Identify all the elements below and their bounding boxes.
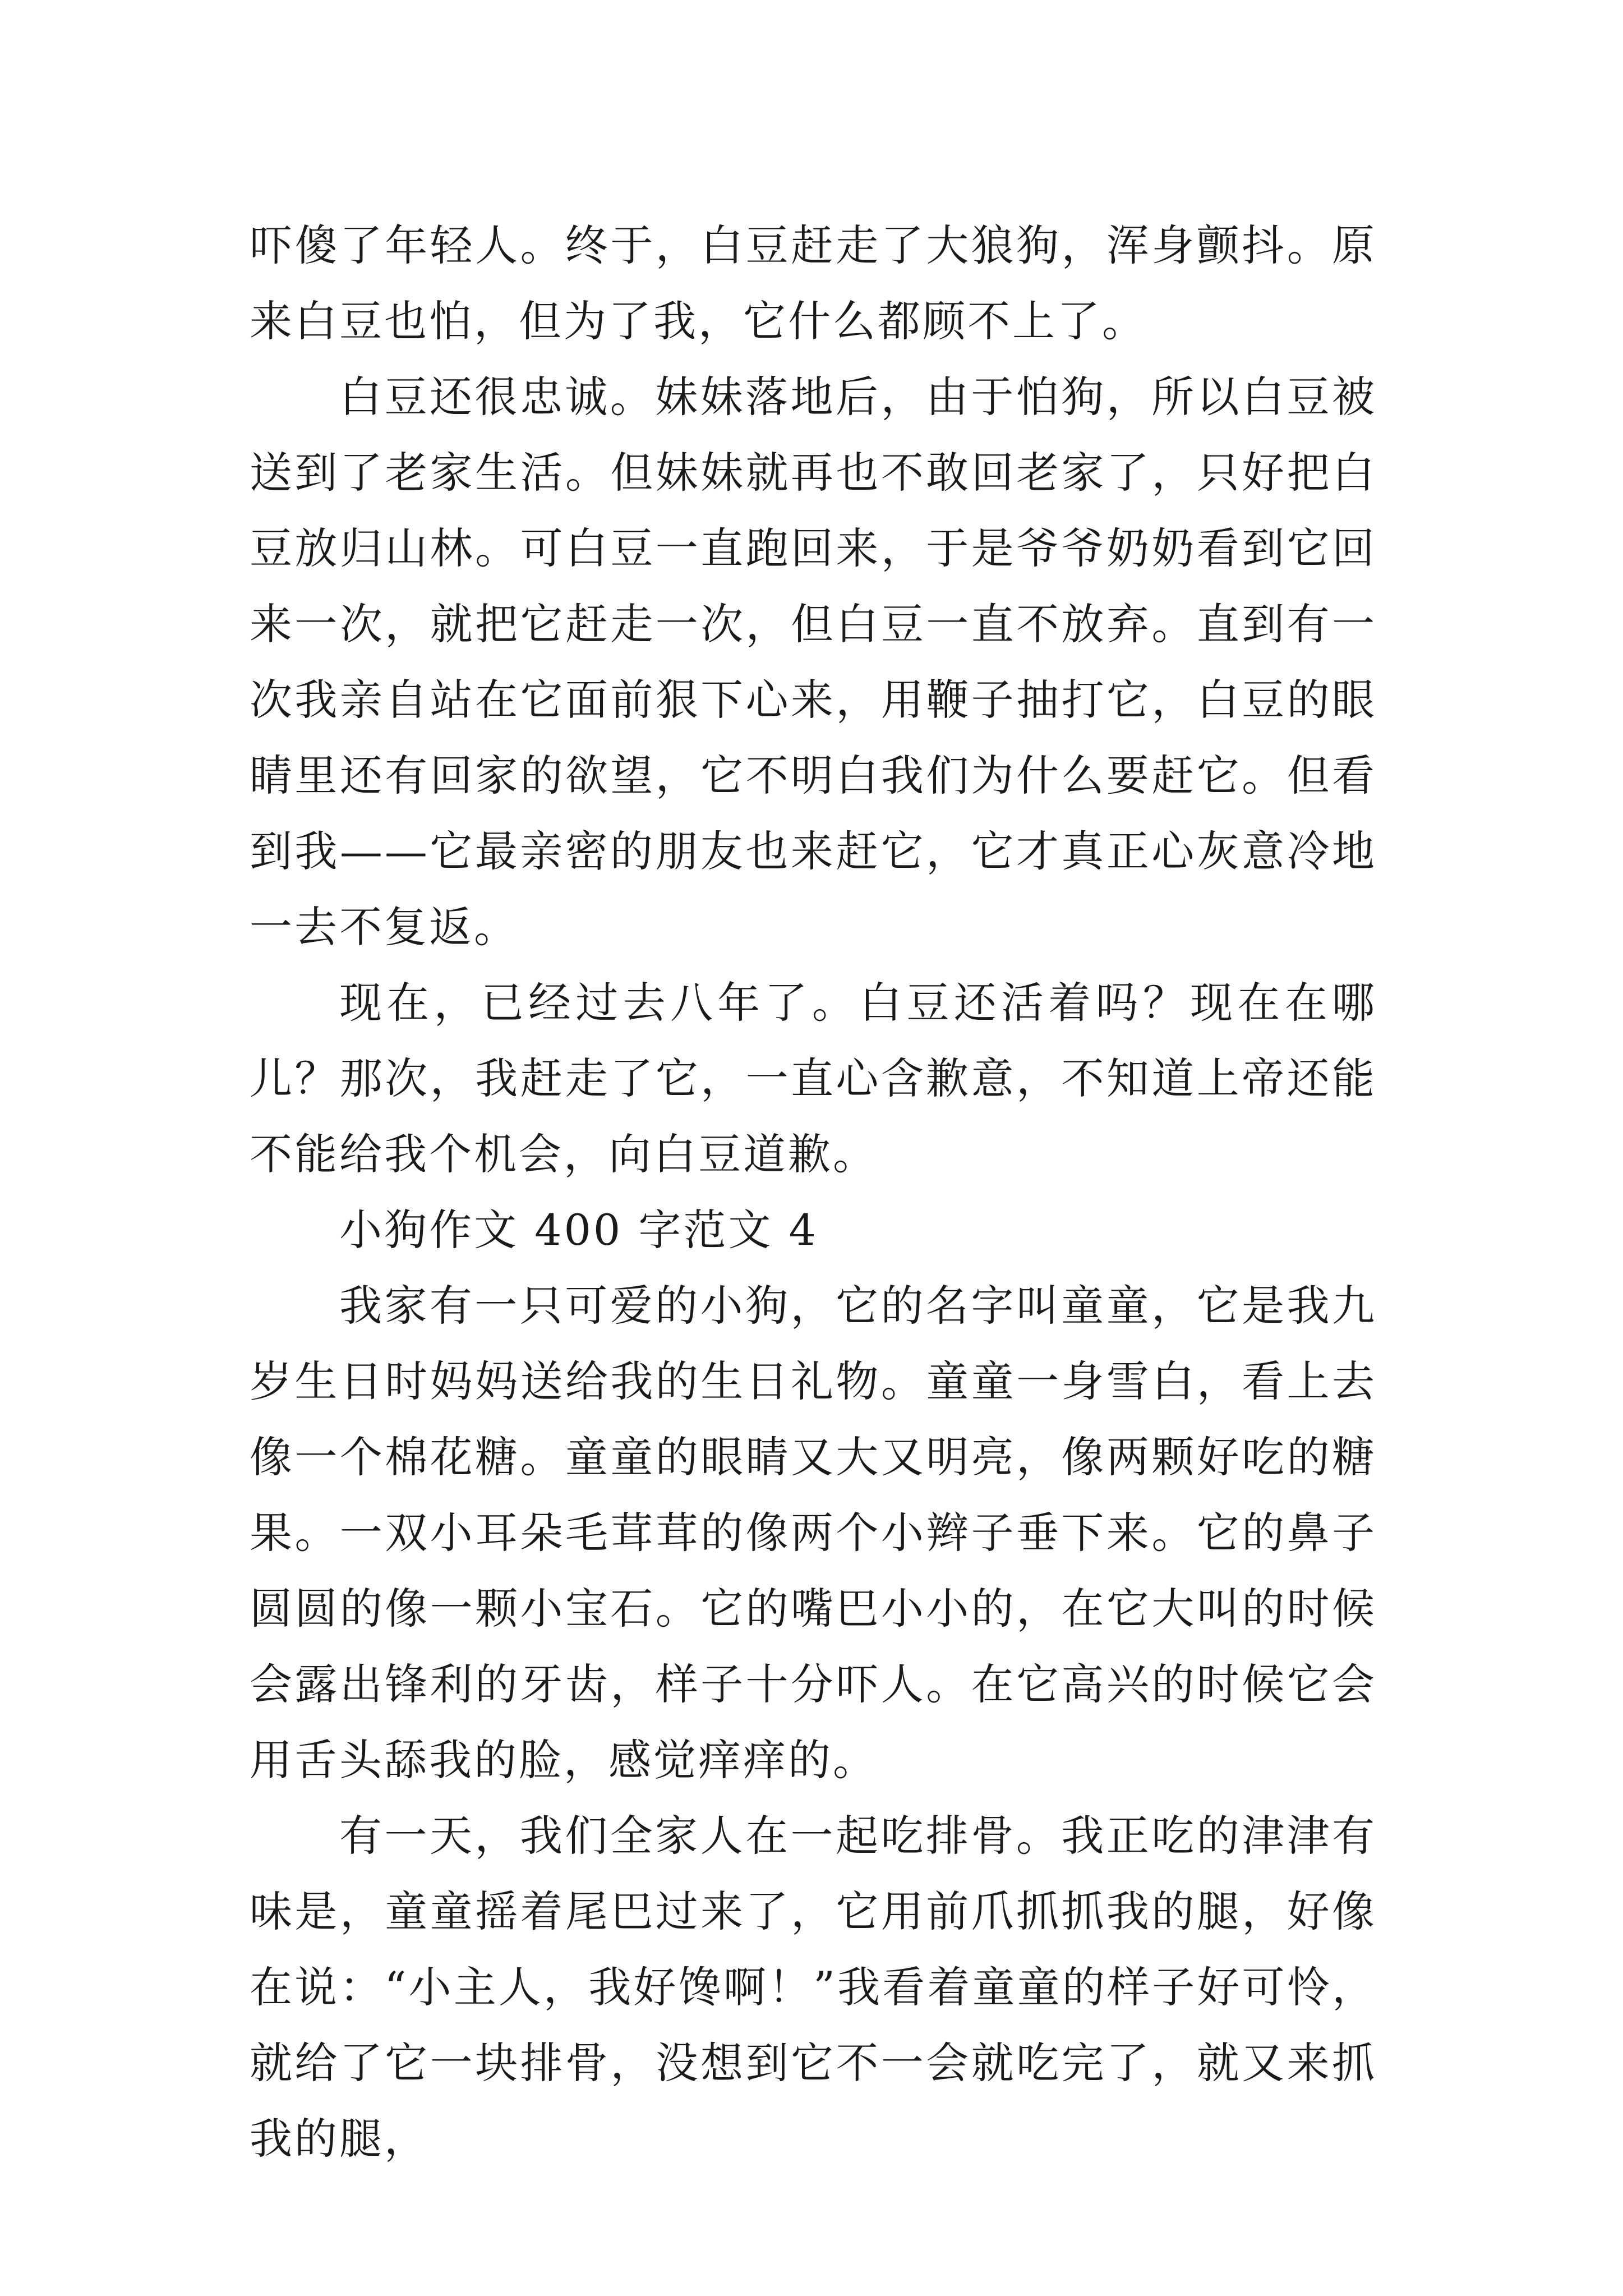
paragraph-tongtong-intro: 我家有一只可爱的小狗，它的名字叫童童，它是我九岁生日时妈妈送给我的生日礼物。童童一身雪白，看上去像一个棉花糖。童童的眼睛又大又明亮，像两颗好吃的糖果。一双小耳朵毛茸茸的像两个小辫子垂下来。它的鼻子圆圆的像一颗小宝石。它的嘴巴小小的，在它大叫的时候会露出锋利的牙齿，样子十分吓人。在它高兴的时候它会用舌头舔我的脸，感觉痒痒的。 bbox=[250, 1281, 1377, 1785]
paragraph-continued: 吓傻了年轻人。终于，白豆赶走了大狼狗，浑身颤抖。原来白豆也怕，但为了我，它什么都顾不上了。 bbox=[250, 220, 1377, 346]
paragraph-loyalty: 白豆还很忠诚。妹妹落地后，由于怕狗，所以白豆被送到了老家生活。但妹妹就再也不敢回老家了，只好把白豆放归山林。可白豆一直跑回来，于是爷爷奶奶看到它回来一次，就把它赶走一次，但白豆一直不放弃。直到有一次我亲自站在它面前狠下心来，用鞭子抽打它，白豆的眼睛里还有回家的欲望，它不明白我们为什么要赶它。但看到我——它最亲密的朋友也来赶它，它才真正心灰意冷地一去不复返。 bbox=[250, 372, 1377, 952]
paragraph-ribs-story: 有一天，我们全家人在一起吃排骨。我正吃的津津有味是，童童摇着尾巴过来了，它用前爪抓抓我的腿，好像在说：“小主人，我好馋啊！”我看着童童的样子好可怜，就给了它一块排骨，没想到它不一会就吃完了，就又来抓我的腿， bbox=[250, 1811, 1377, 2164]
section-heading: 小狗作文 400 字范文 4 bbox=[339, 1205, 818, 1255]
document-body bbox=[250, 208, 1377, 2177]
paragraph-apology: 现在，已经过去八年了。白豆还活着吗？现在在哪儿？那次，我赶走了它，一直心含歉意，不知道上帝还能不能给我个机会，向白豆道歉。 bbox=[250, 978, 1377, 1179]
